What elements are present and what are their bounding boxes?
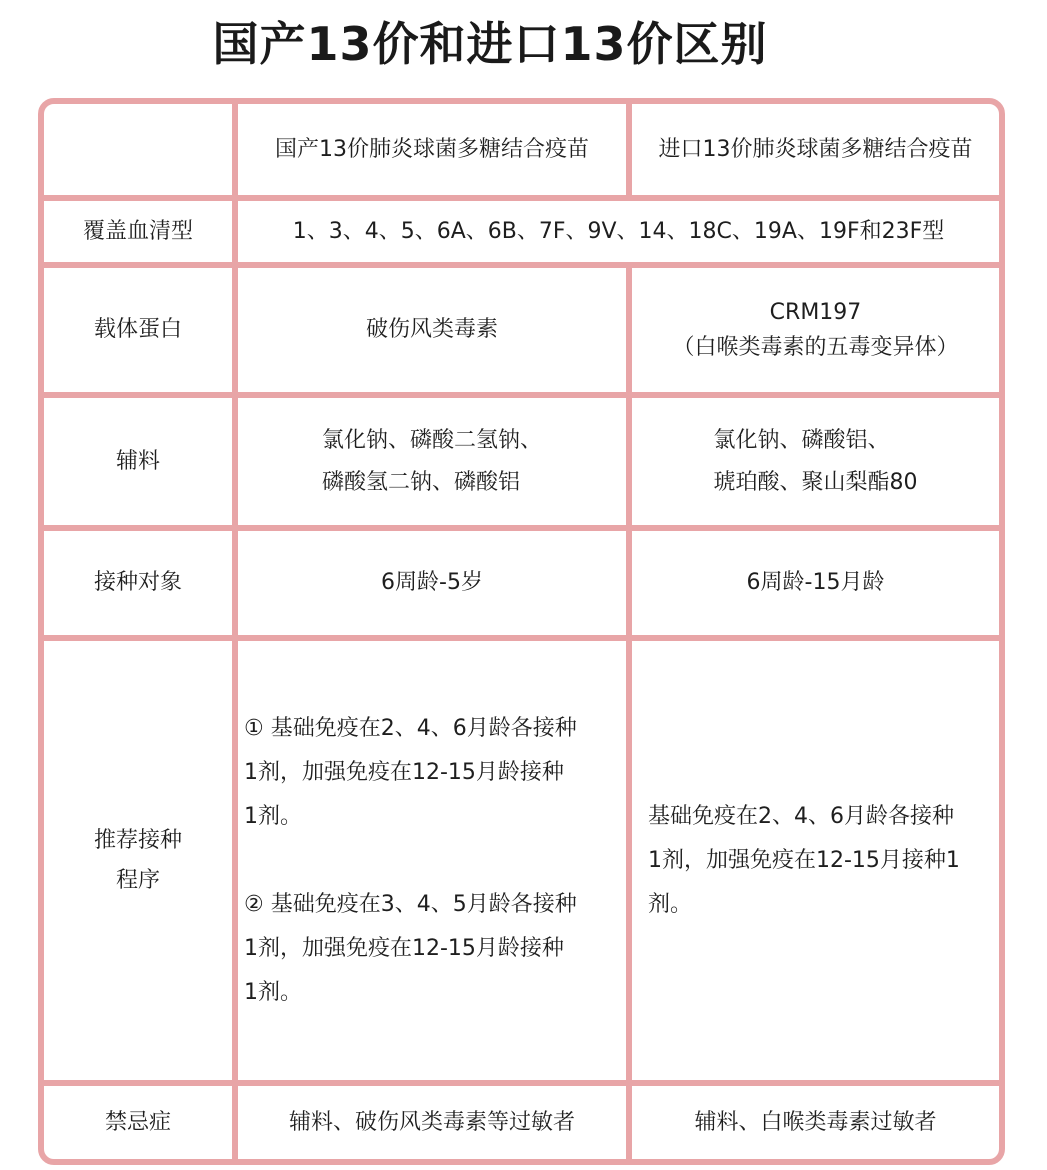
label-target-population: 接种对象 bbox=[93, 570, 182, 596]
column-divider bbox=[626, 262, 632, 1159]
schedule-imported-line3: 剂。 bbox=[648, 891, 693, 917]
carrier-protein-domestic: 破伤风类毒素 bbox=[365, 317, 498, 343]
schedule-domestic bbox=[244, 641, 626, 1080]
excipients-domestic bbox=[238, 398, 626, 525]
label-schedule-line2: 程序 bbox=[115, 867, 160, 893]
carrier-protein-imported bbox=[632, 268, 999, 392]
schedule-domestic-opt2-line3: 1剂。 bbox=[244, 979, 302, 1005]
carrier-protein-imported-line1: CRM197 bbox=[769, 299, 862, 325]
schedule-domestic-opt1-line3: 1剂。 bbox=[244, 803, 302, 829]
schedule-domestic-opt2-line2: 1剂，加强免疫在12-15月龄接种 bbox=[244, 935, 564, 961]
serotypes-value: 1、3、4、5、6A、6B、7F、9V、14、18C、19A、19F和23F型 bbox=[292, 218, 945, 244]
label-schedule bbox=[44, 641, 232, 1080]
schedule-imported-line2: 1剂，加强免疫在12-15月接种1 bbox=[648, 847, 960, 873]
excipients-imported-line1: 氯化钠、磷酸铝、 bbox=[713, 427, 890, 453]
excipients-imported-line2: 琥珀酸、聚山梨酯80 bbox=[713, 469, 918, 495]
excipients-domestic-line2: 磷酸氢二钠、磷酸铝 bbox=[321, 469, 520, 495]
target-imported: 6周龄-15月龄 bbox=[746, 570, 885, 596]
excipients-imported bbox=[632, 398, 999, 525]
schedule-domestic-opt2-line1: ② 基础免疫在3、4、5月龄各接种 bbox=[244, 891, 577, 917]
label-serotypes: 覆盖血清型 bbox=[82, 218, 193, 244]
schedule-imported-line1: 基础免疫在2、4、6月龄各接种 bbox=[648, 803, 954, 829]
label-excipients: 辅料 bbox=[115, 448, 160, 474]
contraindications-domestic: 辅料、破伤风类毒素等过敏者 bbox=[288, 1109, 575, 1135]
schedule-imported bbox=[648, 641, 999, 1080]
header-imported-vaccine: 进口13价肺炎球菌多糖结合疫苗 bbox=[658, 136, 973, 162]
page-title: 国产13价和进口13价区别 bbox=[212, 17, 768, 71]
excipients-domestic-line1: 氯化钠、磷酸二氢钠、 bbox=[321, 427, 542, 453]
label-contraindications: 禁忌症 bbox=[104, 1109, 171, 1135]
contraindications-imported: 辅料、白喉类毒素过敏者 bbox=[694, 1109, 937, 1135]
schedule-domestic-opt1-line2: 1剂，加强免疫在12-15月龄接种 bbox=[244, 759, 564, 785]
schedule-domestic-opt1-line1: ① 基础免疫在2、4、6月龄各接种 bbox=[244, 715, 577, 741]
label-schedule-line1: 推荐接种 bbox=[93, 827, 182, 853]
header-domestic-vaccine: 国产13价肺炎球菌多糖结合疫苗 bbox=[275, 136, 589, 162]
comparison-table bbox=[38, 98, 1005, 1165]
carrier-protein-imported-line2: （白喉类毒素的五毒变异体） bbox=[672, 335, 959, 360]
header-empty-cell bbox=[44, 104, 232, 195]
target-domestic: 6周龄-5岁 bbox=[381, 570, 483, 596]
label-carrier-protein: 载体蛋白 bbox=[93, 317, 182, 343]
